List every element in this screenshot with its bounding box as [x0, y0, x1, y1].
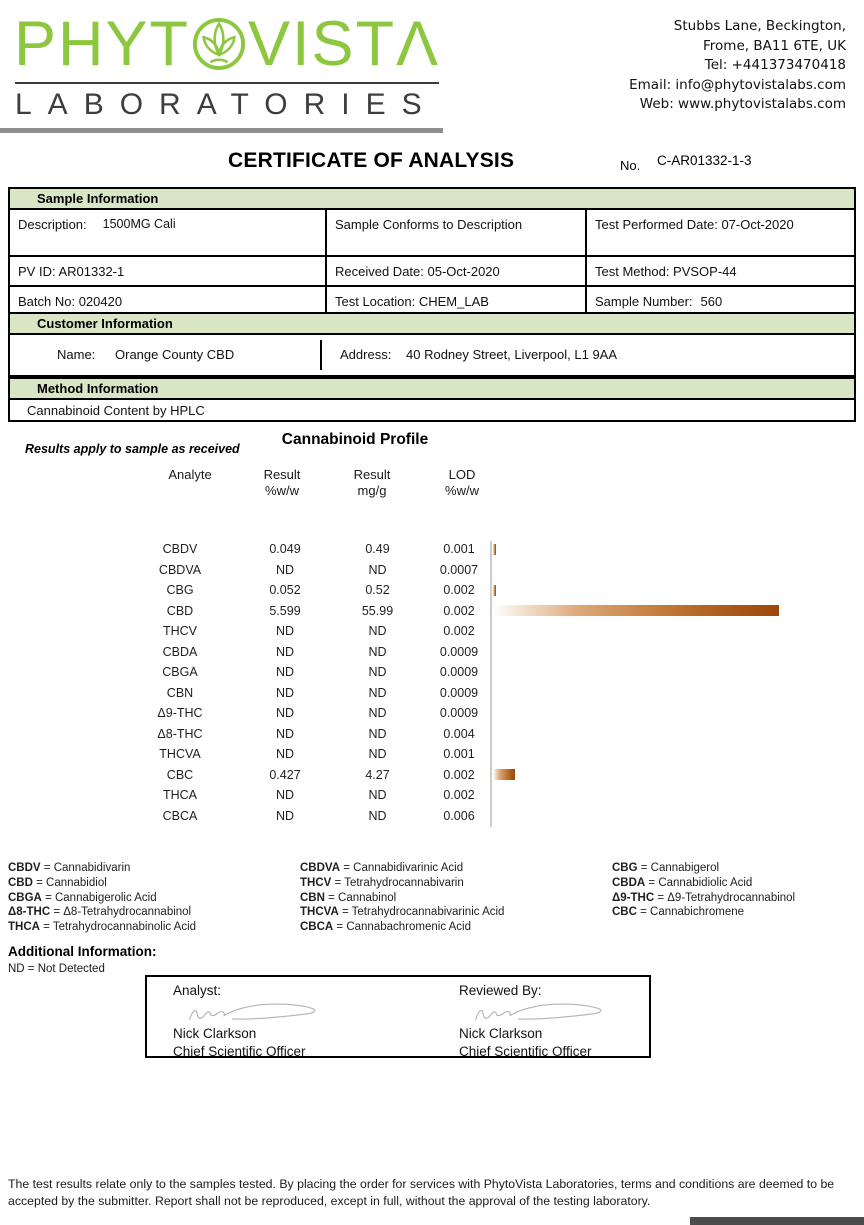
bar-cell	[493, 642, 803, 663]
result-pct-cell: ND	[275, 685, 295, 700]
customer-information-body	[8, 335, 856, 377]
reviewer-name: Nick Clarkson	[459, 1026, 543, 1041]
table-row	[120, 703, 803, 724]
abbreviation-legend-col1	[8, 861, 196, 935]
table-row	[120, 785, 803, 806]
received-date-cell: Received Date: 05-Oct-2020	[325, 255, 585, 285]
result-pct-cell: ND	[275, 665, 295, 680]
lod-cell: 0.001	[443, 747, 475, 762]
customer-name-value: Orange County CBD	[115, 347, 235, 362]
sample-number-value: 560	[700, 293, 723, 309]
contact-line: Email: info@phytovistalabs.com	[629, 76, 846, 93]
result-mgg-cell: 0.52	[365, 583, 390, 598]
batch-no-cell: Batch No: 020420	[10, 285, 325, 315]
table-row	[120, 662, 803, 683]
disclaimer-text: The test results relate only to the samples tested. By placing the order for services with PhytoVista Laboratories, terms and conditions are deemed to be accepted by the submitter. Report shall not be reproduced, except in full, without the approval of the testing laboratory.	[8, 1177, 835, 1208]
certificate-no-label: No.	[620, 158, 641, 173]
result-mgg-cell: ND	[368, 624, 387, 639]
table-row	[120, 642, 803, 663]
bar-chart-axis-line	[490, 541, 492, 827]
lod-cell: 0.0007	[439, 562, 479, 577]
result-mgg-cell: 0.49	[365, 542, 390, 557]
result-bar	[493, 769, 515, 780]
logo-subtitle: LABORATORIES	[15, 88, 438, 121]
result-mgg-cell: ND	[368, 562, 387, 577]
legend-item: CBD = Cannabidiol	[8, 876, 107, 889]
lod-cell: 0.002	[443, 603, 475, 618]
result-bar	[493, 544, 496, 555]
description-label: Description:	[18, 217, 87, 232]
result-pct-cell: 0.049	[269, 542, 301, 557]
signature-box	[145, 975, 651, 1058]
bar-cell	[493, 785, 803, 806]
bar-cell	[493, 580, 803, 601]
page-title: CERTIFICATE OF ANALYSIS	[228, 149, 515, 172]
sample-information-section	[8, 187, 856, 317]
analyte-cell: CBGA	[162, 665, 198, 680]
contact-line: Tel: +441373470418	[704, 57, 846, 73]
table-row	[120, 744, 803, 765]
result-pct-cell: ND	[275, 808, 295, 823]
legend-item: CBCA = Cannabachromenic Acid	[300, 921, 471, 934]
result-mgg-cell: ND	[368, 685, 387, 700]
method-information-heading: Method Information	[8, 377, 856, 400]
bar-cell	[493, 601, 803, 622]
cannabinoid-results-table	[120, 539, 803, 826]
result-pct-cell: ND	[275, 644, 295, 659]
certificate-number: C-AR01332-1-3	[657, 153, 752, 168]
test-performed-date-cell: Test Performed Date: 07-Oct-2020	[585, 210, 854, 255]
legend-item: Δ9-THC = Δ9-Tetrahydrocannabinol	[612, 891, 796, 904]
table-row	[120, 724, 803, 745]
sample-number-cell	[585, 285, 854, 315]
lod-cell: 0.006	[443, 808, 475, 823]
result-mgg-column-header: Result mg/g	[353, 467, 391, 498]
table-row	[120, 765, 803, 786]
sample-information-heading: Sample Information	[8, 187, 856, 210]
bar-cell	[493, 662, 803, 683]
result-mgg-cell: ND	[368, 706, 387, 721]
legend-item: CBG = Cannabigerol	[612, 862, 720, 874]
logo-thick-rule	[0, 128, 443, 133]
bar-cell	[493, 703, 803, 724]
analyst-signature-icon	[173, 999, 343, 1025]
analyst-signature-block	[173, 983, 408, 1058]
customer-information-section	[8, 312, 856, 377]
test-method-cell: Test Method: PVSOP-44	[585, 255, 854, 285]
result-pct-cell: ND	[275, 747, 295, 762]
result-mgg-cell: ND	[368, 788, 387, 803]
test-location-cell: Test Location: CHEM_LAB	[325, 285, 585, 315]
result-pct-cell: 0.427	[269, 767, 301, 782]
legend-item: Δ8-THC = Δ8-Tetrahydrocannabinol	[8, 906, 192, 919]
phytovista-logo	[14, 8, 440, 80]
analyte-cell: CBDVA	[158, 562, 202, 577]
result-mgg-cell: ND	[368, 726, 387, 741]
table-row	[120, 539, 803, 560]
logo-divider-line	[15, 82, 439, 84]
table-row	[120, 560, 803, 581]
analyst-label: Analyst:	[173, 983, 222, 998]
legend-item: CBDA = Cannabidiolic Acid	[612, 876, 753, 889]
bar-cell	[493, 806, 803, 827]
method-information-section	[8, 377, 856, 422]
leaf-logo-icon	[192, 12, 246, 76]
analyte-cell: CBD	[166, 603, 194, 618]
additional-information-heading: Additional Information:	[8, 944, 157, 959]
contact-line: Stubbs Lane, Beckington,	[673, 18, 846, 34]
sample-number-label: Sample Number:	[595, 293, 693, 309]
result-bar	[493, 585, 496, 596]
analyst-role: Chief Scientific Officer	[173, 1044, 306, 1058]
legend-item: THCA = Tetrahydrocannabinolic Acid	[8, 921, 197, 934]
result-pct-cell: ND	[275, 624, 295, 639]
reviewer-signature-block	[459, 983, 651, 1058]
analyte-cell: CBCA	[162, 808, 198, 823]
contact-line: Frome, BA11 6TE, UK	[703, 37, 846, 54]
description-cell	[10, 210, 325, 255]
result-pct-cell: ND	[275, 562, 295, 577]
customer-name-label: Name:	[57, 347, 96, 362]
bar-cell	[493, 539, 803, 560]
result-pct-cell: ND	[275, 788, 295, 803]
customer-address-value: 40 Rodney Street, Liverpool, L1 9AA	[406, 347, 618, 362]
result-mgg-cell: ND	[368, 747, 387, 762]
reviewed-by-label: Reviewed By:	[459, 983, 542, 998]
contact-line: Web: www.phytovistalabs.com	[639, 96, 846, 112]
lab-contact-block	[440, 17, 846, 115]
abbreviation-legend-col3	[612, 861, 795, 920]
legend-item: CBDV = Cannabidivarin	[8, 862, 131, 874]
table-row	[120, 806, 803, 827]
bar-cell	[493, 560, 803, 581]
analyst-name: Nick Clarkson	[173, 1026, 257, 1041]
legend-item: THCV = Tetrahydrocannabivarin	[300, 876, 464, 889]
lod-cell: 0.002	[443, 788, 475, 803]
results-note: Results apply to sample as received	[25, 442, 240, 456]
lod-column-header: LOD %w/w	[445, 467, 479, 498]
sample-information-table	[8, 210, 856, 317]
result-pct-cell: 5.599	[269, 603, 301, 618]
table-row	[120, 683, 803, 704]
result-mgg-cell: 55.99	[361, 603, 394, 618]
lod-cell: 0.002	[443, 624, 475, 639]
reviewer-role: Chief Scientific Officer	[459, 1044, 592, 1058]
analyte-cell: THCVA	[159, 747, 201, 762]
lod-cell: 0.001	[443, 542, 475, 557]
nd-definition: ND = Not Detected	[8, 963, 105, 975]
logo-text-post: VISTΛ	[248, 9, 441, 79]
analyte-cell: Δ9-THC	[157, 706, 203, 721]
bar-cell	[493, 621, 803, 642]
bar-cell	[493, 744, 803, 765]
lod-cell: 0.004	[443, 726, 475, 741]
result-mgg-cell: ND	[368, 665, 387, 680]
customer-address-label: Address:	[340, 347, 392, 362]
analyte-column-header: Analyte	[168, 467, 212, 482]
legend-item: CBGA = Cannabigerolic Acid	[8, 891, 157, 904]
result-pct-column-header: Result %w/w	[263, 467, 301, 498]
bottom-page-break-bar	[690, 1217, 864, 1225]
reviewer-signature-icon	[459, 999, 629, 1025]
table-row	[120, 601, 803, 622]
result-pct-cell: 0.052	[269, 583, 301, 598]
result-mgg-cell: 4.27	[365, 767, 390, 782]
analyte-cell: CBN	[166, 685, 194, 700]
bar-cell	[493, 765, 803, 786]
cannabinoid-profile-title: Cannabinoid Profile	[281, 431, 429, 448]
pv-id-cell: PV ID: AR01332-1	[10, 255, 325, 285]
analyte-cell: CBG	[166, 583, 194, 598]
lod-cell: 0.0009	[439, 706, 479, 721]
analyte-cell: CBDA	[162, 644, 198, 659]
analyte-cell: CBC	[166, 767, 194, 782]
result-mgg-cell: ND	[368, 644, 387, 659]
lod-cell: 0.002	[443, 583, 475, 598]
result-pct-cell: ND	[275, 726, 295, 741]
description-value: 1500MG Cali	[102, 217, 176, 231]
result-bar	[493, 605, 779, 616]
table-row	[120, 580, 803, 601]
legend-item: CBC = Cannabichromene	[612, 906, 745, 919]
logo-text-pre: PHYT	[14, 9, 191, 79]
table-row	[120, 621, 803, 642]
lod-cell: 0.0009	[439, 665, 479, 680]
customer-information-heading: Customer Information	[8, 312, 856, 335]
result-mgg-cell: ND	[368, 808, 387, 823]
legend-item: CBN = Cannabinol	[300, 891, 397, 904]
analyte-cell: THCA	[162, 788, 198, 803]
lod-cell: 0.0009	[439, 644, 479, 659]
customer-divider	[320, 340, 322, 370]
lod-cell: 0.002	[443, 767, 475, 782]
bar-cell	[493, 724, 803, 745]
sample-conforms-cell: Sample Conforms to Description	[325, 210, 585, 255]
legend-item: CBDVA = Cannabidivarinic Acid	[300, 862, 464, 874]
analyte-cell: Δ8-THC	[157, 726, 203, 741]
method-information-value: Cannabinoid Content by HPLC	[8, 400, 856, 422]
bar-cell	[493, 683, 803, 704]
analyte-cell: CBDV	[162, 542, 198, 557]
analyte-cell: THCV	[162, 624, 198, 639]
result-pct-cell: ND	[275, 706, 295, 721]
abbreviation-legend-col2	[300, 861, 504, 935]
legend-item: THCVA = Tetrahydrocannabivarinic Acid	[300, 906, 505, 919]
lod-cell: 0.0009	[439, 685, 479, 700]
